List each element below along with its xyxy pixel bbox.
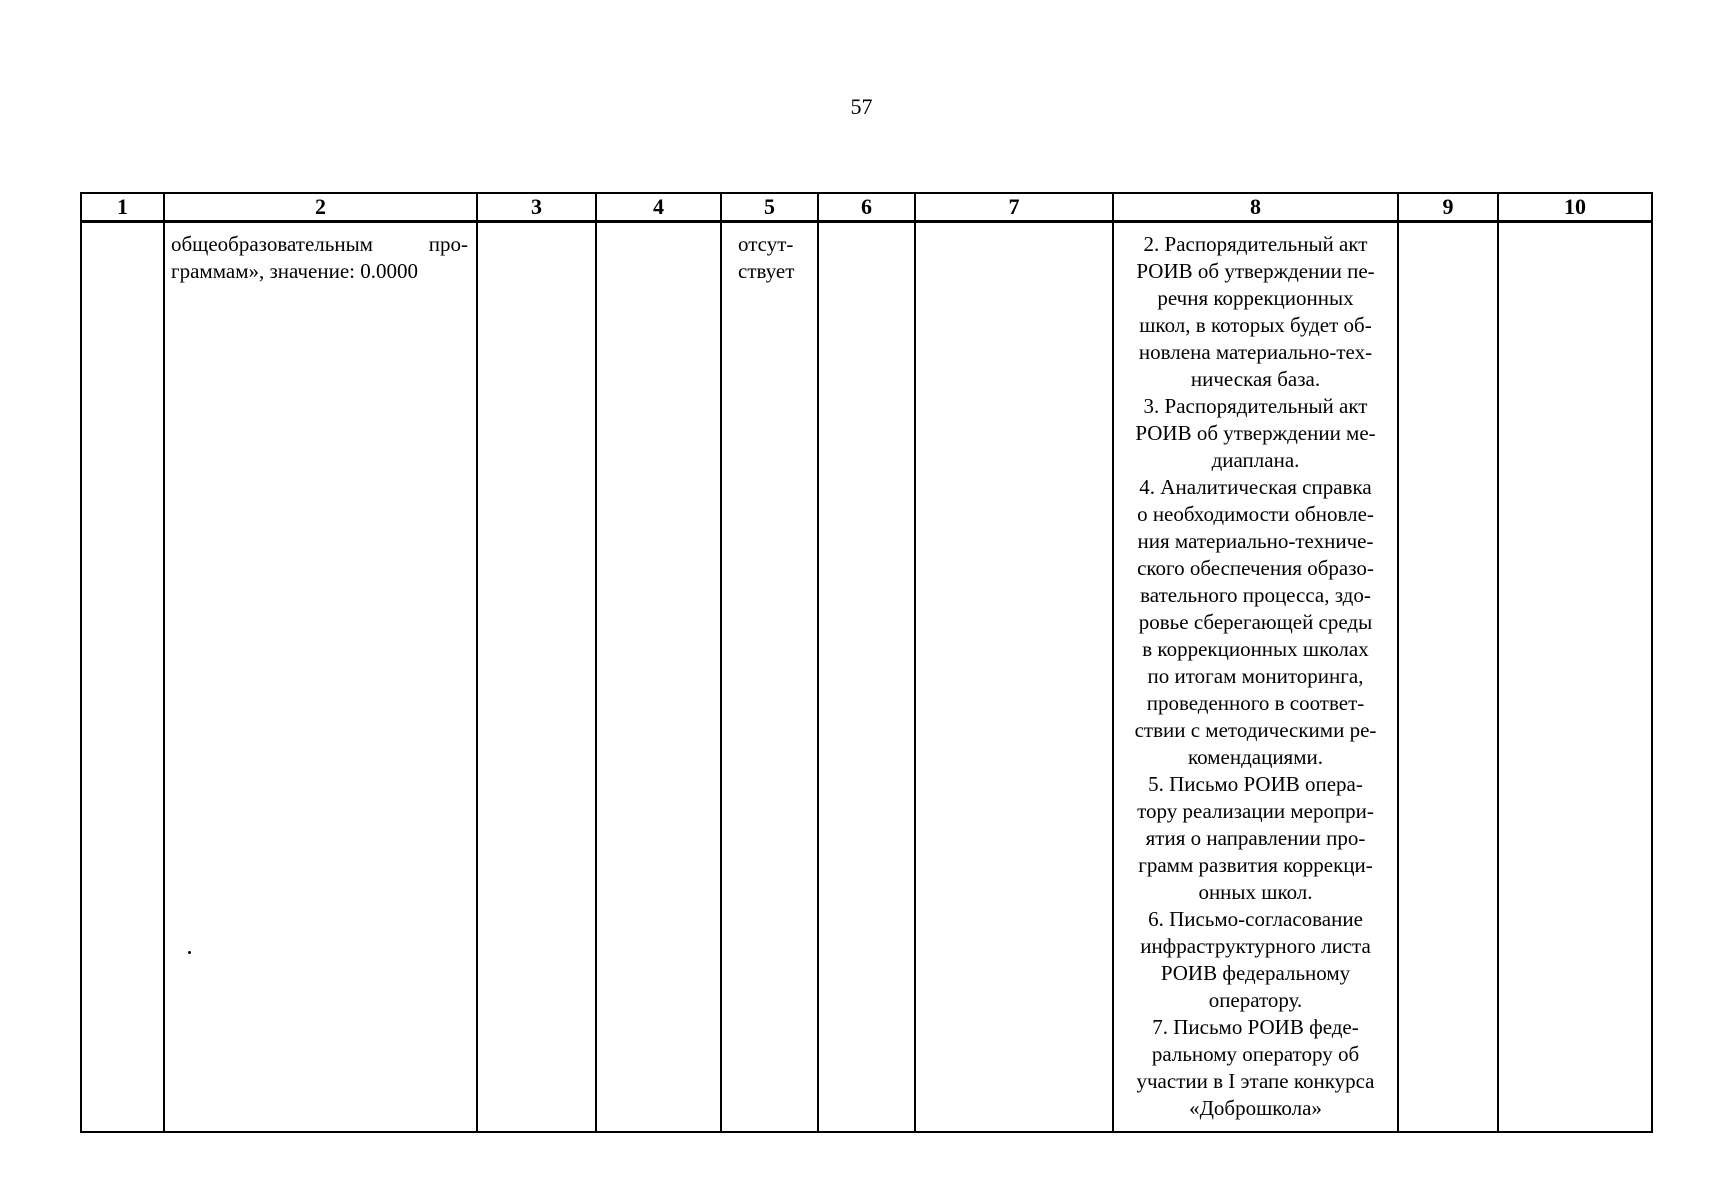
cell-col9	[1398, 222, 1498, 1133]
scan-speck	[188, 951, 191, 954]
cell-col8-line: проведенного в соответ-	[1146, 691, 1365, 715]
column-header-7: 7	[915, 193, 1113, 222]
cell-col8-line: оператору.	[1208, 988, 1303, 1012]
column-header-2: 2	[164, 193, 477, 222]
cell-col7	[915, 222, 1113, 1133]
cell-col8-line: тору реализации меропри-	[1137, 799, 1374, 823]
cell-col8-line: диаплана.	[1211, 448, 1300, 472]
cell-col2-line: граммам», значение: 0.0000	[171, 259, 419, 283]
column-header-8: 8	[1113, 193, 1398, 222]
table-row	[81, 222, 1652, 1133]
column-header-5: 5	[721, 193, 818, 222]
cell-col5	[721, 222, 818, 1133]
cell-col8-line: 2. Распорядительный акт	[1143, 232, 1368, 256]
cell-col8-line: вательного процесса, здо-	[1140, 583, 1371, 607]
cell-col8-line: 6. Письмо-согласование	[1148, 907, 1363, 931]
cell-col8-line: ствии с методическими ре-	[1134, 718, 1377, 742]
column-header-10: 10	[1498, 193, 1652, 222]
cell-col8-line: грамм развития коррекци-	[1138, 853, 1373, 877]
cell-col3	[477, 222, 596, 1133]
cell-col8-line: 7. Письмо РОИВ феде-	[1152, 1015, 1359, 1039]
cell-col8-line: ническая база.	[1190, 367, 1321, 391]
cell-col8-line: по итогам мониторинга,	[1147, 664, 1364, 688]
cell-col8-line: о необходимости обновле-	[1137, 502, 1374, 526]
cell-col8-line: ния материально-техниче-	[1137, 529, 1374, 553]
cell-col8-line: 4. Аналитическая справка	[1139, 475, 1372, 499]
header-row	[81, 193, 1652, 222]
cell-col6	[818, 222, 915, 1133]
column-header-6: 6	[818, 193, 915, 222]
cell-col8-line: ральному оператору об	[1151, 1042, 1360, 1066]
cell-col8-line: школ, в которых будет об-	[1139, 313, 1372, 337]
cell-col8-line: 3. Распорядительный акт	[1143, 394, 1368, 418]
cell-col2-line: общеобразовательным про-	[171, 232, 468, 256]
cell-col8-line: комендациями.	[1187, 745, 1323, 769]
cell-col8-line: ровье сберегающей среды	[1138, 610, 1373, 634]
column-header-3: 3	[477, 193, 596, 222]
cell-col8-line: «Доброшкола»	[1189, 1096, 1322, 1120]
cell-col8-line: РОИВ об утверждении ме-	[1135, 421, 1376, 445]
cell-col8-line: ятия о направлении про-	[1145, 826, 1366, 850]
column-header-4: 4	[596, 193, 721, 222]
document-table	[80, 192, 1653, 1133]
cell-col2	[164, 222, 477, 1133]
cell-col8-line: участии в I этапе конкурса	[1136, 1069, 1375, 1093]
cell-col8-line: РОИВ об утверждении пе-	[1136, 259, 1375, 283]
cell-col8-line: РОИВ федеральному	[1160, 961, 1351, 985]
cell-col1	[81, 222, 164, 1133]
cell-col4	[596, 222, 721, 1133]
cell-col8	[1113, 222, 1398, 1133]
cell-col5-line: ствует	[738, 259, 795, 283]
cell-col8-line: речня коррекционных	[1157, 286, 1354, 310]
cell-col8-line: 5. Письмо РОИВ опера-	[1148, 772, 1363, 796]
cell-col8-line: новлена материально-тех-	[1138, 340, 1373, 364]
cell-col8-line: ского обеспечения образо-	[1137, 556, 1374, 580]
page-number: 57	[850, 94, 873, 119]
column-header-1: 1	[81, 193, 164, 222]
cell-col5-line: отсут-	[738, 232, 794, 256]
cell-col10	[1498, 222, 1652, 1133]
cell-col8-line: в коррекционных школах	[1142, 637, 1369, 661]
cell-col8-line: онных школ.	[1198, 880, 1313, 904]
cell-col8-line: инфраструктурного листа	[1140, 934, 1371, 958]
column-header-9: 9	[1398, 193, 1498, 222]
